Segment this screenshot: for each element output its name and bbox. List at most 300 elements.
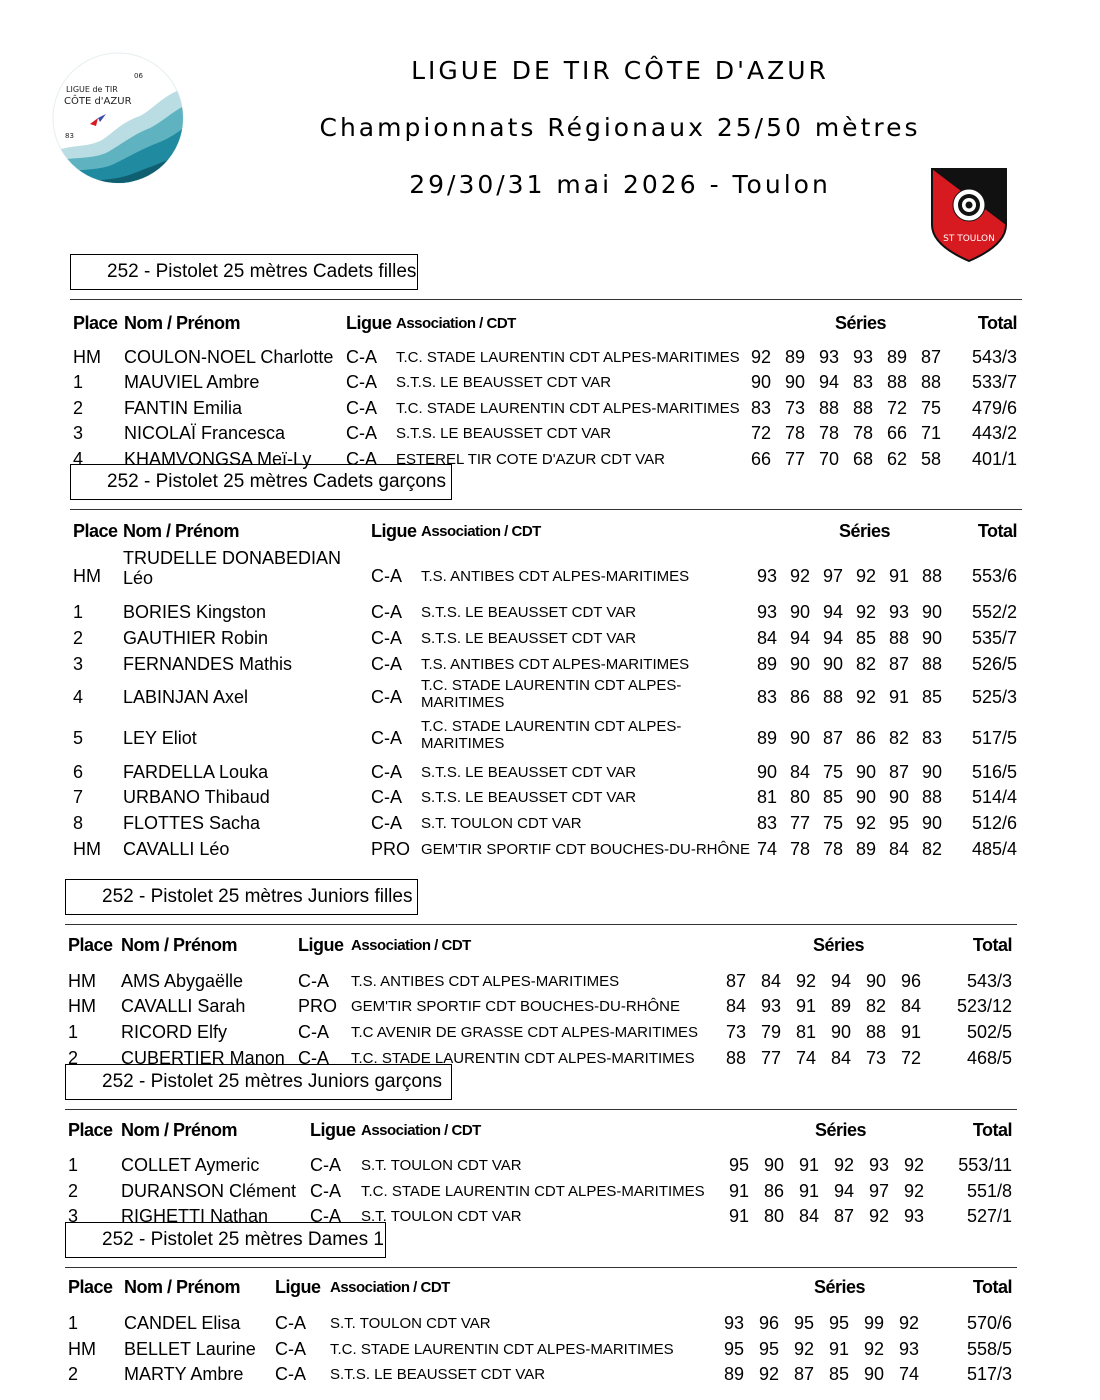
col-header-association: Association / CDT [421, 523, 541, 540]
series-score: 93 [903, 1206, 925, 1226]
series-score: 91 [888, 687, 910, 707]
result-row [0, 1022, 1100, 1046]
result-row [0, 1155, 1100, 1179]
series-score: 96 [900, 971, 922, 991]
col-header-place: Place [73, 313, 118, 333]
series-score: 87 [888, 762, 910, 782]
result-row [0, 628, 1100, 652]
series-score: 94 [833, 1181, 855, 1201]
athlete-name: NICOLAÏ Francesca [124, 423, 286, 443]
results-section [0, 879, 1100, 1068]
results-section [0, 1222, 1100, 1384]
col-header-ligue: Ligue [371, 521, 417, 541]
col-header-association: Association / CDT [396, 315, 516, 332]
association-cell: S.T.S. LE BEAUSSET CDT VAR [330, 1366, 546, 1383]
athlete-name: AMS Abygaëlle [121, 971, 244, 991]
place-cell: 2 [68, 1048, 79, 1068]
series-score: 84 [888, 839, 910, 859]
logo-text-1: LIGUE de TIR [66, 85, 118, 94]
ligue-cell: C-A [371, 566, 402, 586]
col-header-name: Nom / Prénom [121, 935, 238, 955]
series-score: 78 [852, 423, 874, 443]
series-score: 58 [920, 449, 942, 469]
place-cell: 2 [73, 628, 84, 648]
col-header-place: Place [68, 935, 113, 955]
series-score: 86 [855, 728, 877, 748]
total-score: 502/5 [966, 1022, 1012, 1042]
association-cell: GEM'TIR SPORTIF CDT BOUCHES-DU-RHÔNE [421, 841, 750, 858]
athlete-name: GAUTHIER Robin [123, 628, 269, 648]
series-score: 91 [900, 1022, 922, 1042]
series-score: 66 [886, 423, 908, 443]
series-score: 83 [756, 813, 778, 833]
result-row [0, 1313, 1100, 1337]
ligue-cell: C-A [371, 787, 402, 807]
series-score: 83 [750, 398, 772, 418]
series-score: 88 [888, 628, 910, 648]
series-score: 97 [868, 1181, 890, 1201]
series-score: 78 [789, 839, 811, 859]
result-row [0, 602, 1100, 626]
result-row [0, 677, 1100, 711]
series-score: 92 [855, 602, 877, 622]
series-score: 83 [756, 687, 778, 707]
athlete-name: LABINJAN Axel [123, 687, 249, 707]
series-score: 92 [855, 687, 877, 707]
total-score: 570/6 [966, 1313, 1012, 1333]
col-header-total: Total [972, 1277, 1012, 1297]
section-divider [70, 509, 1022, 510]
place-cell: 8 [73, 813, 84, 833]
series-score: 88 [822, 687, 844, 707]
series-score: 94 [830, 971, 852, 991]
series-score: 73 [865, 1048, 887, 1068]
series-score: 96 [758, 1313, 780, 1333]
total-score: 558/5 [966, 1339, 1012, 1359]
series-score: 92 [789, 566, 811, 586]
series-score: 91 [798, 1181, 820, 1201]
athlete-name: FANTIN Emilia [124, 398, 243, 418]
result-row [0, 398, 1100, 422]
athlete-name: URBANO Thibaud [123, 787, 270, 807]
total-score: 401/1 [971, 449, 1017, 469]
series-score: 83 [852, 372, 874, 392]
place-cell: 7 [73, 787, 84, 807]
series-score: 68 [852, 449, 874, 469]
series-score: 95 [793, 1313, 815, 1333]
series-score: 84 [900, 996, 922, 1016]
series-score: 90 [888, 787, 910, 807]
col-header-association: Association / CDT [330, 1279, 450, 1296]
athlete-name: MAUVIEL Ambre [124, 372, 260, 392]
athlete-name: TRUDELLE DONABEDIAN Léo [123, 548, 342, 588]
series-score: 89 [723, 1364, 745, 1384]
series-score: 92 [863, 1339, 885, 1359]
series-score: 90 [865, 971, 887, 991]
col-header-name: Nom / Prénom [124, 1277, 241, 1297]
total-score: 523/12 [956, 996, 1012, 1016]
series-score: 93 [760, 996, 782, 1016]
series-score: 88 [921, 787, 943, 807]
total-score: 525/3 [971, 687, 1017, 707]
series-score: 95 [728, 1155, 750, 1175]
col-header-place: Place [68, 1277, 113, 1297]
series-score: 92 [793, 1339, 815, 1359]
col-header-place: Place [68, 1120, 113, 1140]
series-score: 88 [852, 398, 874, 418]
association-cell: S.T. TOULON CDT VAR [361, 1208, 522, 1225]
series-score: 92 [903, 1181, 925, 1201]
ligue-cell: C-A [371, 728, 402, 748]
series-score: 93 [723, 1313, 745, 1333]
result-row [0, 1181, 1100, 1205]
place-cell: 4 [73, 687, 84, 707]
section-title: 252 - Pistolet 25 mètres Cadets filles [70, 254, 418, 290]
place-cell: 2 [68, 1364, 79, 1384]
series-score: 66 [750, 449, 772, 469]
association-cell: T.C. STADE LAURENTIN CDT ALPES-MARITIMES [396, 349, 740, 366]
total-score: 517/5 [971, 728, 1017, 748]
section-title: 252 - Pistolet 25 mètres Dames 1 [65, 1222, 386, 1258]
series-score: 94 [818, 372, 840, 392]
series-score: 90 [921, 813, 943, 833]
total-score: 553/6 [971, 566, 1017, 586]
series-score: 62 [886, 449, 908, 469]
col-header-series: Séries [835, 313, 887, 333]
ligue-cell: C-A [371, 813, 402, 833]
section-title: 252 - Pistolet 25 mètres Cadets garçons [70, 464, 452, 500]
col-header-total: Total [977, 521, 1017, 541]
section-divider [65, 924, 1017, 925]
series-score: 93 [888, 602, 910, 622]
section-title: 252 - Pistolet 25 mètres Juniors garçons [65, 1064, 452, 1100]
series-score: 90 [750, 372, 772, 392]
place-cell: HM [73, 839, 101, 859]
series-score: 95 [888, 813, 910, 833]
series-score: 74 [898, 1364, 920, 1384]
association-cell: T.C. STADE LAURENTIN CDT ALPES-MARITIMES [361, 1183, 705, 1200]
place-cell: 2 [73, 398, 84, 418]
series-score: 90 [789, 654, 811, 674]
place-cell: 3 [73, 654, 84, 674]
athlete-name: COLLET Aymeric [121, 1155, 260, 1175]
series-score: 92 [903, 1155, 925, 1175]
championship-title: Championnats Régionaux 25/50 mètres [319, 113, 921, 142]
series-score: 84 [725, 996, 747, 1016]
series-score: 94 [789, 628, 811, 648]
ligue-cell: C-A [298, 971, 329, 991]
ligue-cell: C-A [346, 347, 377, 367]
ligue-cell: C-A [371, 602, 402, 622]
series-score: 92 [868, 1206, 890, 1226]
series-score: 90 [921, 762, 943, 782]
association-cell: T.C. STADE LAURENTIN CDT ALPES-MARITIMES [396, 400, 740, 417]
series-score: 94 [822, 628, 844, 648]
athlete-name: FERNANDES Mathis [123, 654, 293, 674]
document-header [0, 0, 1100, 270]
place-cell: 3 [73, 423, 84, 443]
section-divider [65, 1109, 1017, 1110]
association-cell: ESTEREL TIR COTE D'AZUR CDT VAR [396, 451, 666, 468]
athlete-name: LEY Eliot [123, 728, 197, 748]
col-header-place: Place [73, 521, 118, 541]
series-score: 88 [921, 654, 943, 674]
col-header-association: Association / CDT [361, 1122, 481, 1139]
place-cell: 1 [73, 372, 84, 392]
association-cell: S.T.S. LE BEAUSSET CDT VAR [421, 764, 637, 781]
series-score: 88 [818, 398, 840, 418]
place-cell: 3 [68, 1206, 79, 1226]
total-score: 514/4 [971, 787, 1017, 807]
series-score: 91 [798, 1155, 820, 1175]
series-score: 90 [830, 1022, 852, 1042]
col-header-ligue: Ligue [310, 1120, 356, 1140]
series-score: 74 [795, 1048, 817, 1068]
logo-num-1: 06 [134, 72, 143, 80]
series-score: 95 [758, 1339, 780, 1359]
place-cell: 2 [68, 1181, 79, 1201]
series-score: 91 [828, 1339, 850, 1359]
series-score: 77 [760, 1048, 782, 1068]
athlete-name: RICORD Elfy [121, 1022, 228, 1042]
place-cell: HM [68, 971, 96, 991]
series-score: 91 [728, 1181, 750, 1201]
athlete-name: BORIES Kingston [123, 602, 267, 622]
result-row [0, 372, 1100, 396]
col-header-total: Total [972, 935, 1012, 955]
ligue-cell: C-A [346, 372, 377, 392]
series-score: 83 [921, 728, 943, 748]
result-row [0, 787, 1100, 811]
series-score: 73 [784, 398, 806, 418]
ligue-cell: PRO [298, 996, 338, 1016]
series-score: 88 [921, 566, 943, 586]
series-score: 86 [789, 687, 811, 707]
series-score: 92 [833, 1155, 855, 1175]
col-header-total: Total [977, 313, 1017, 333]
results-section [0, 464, 1100, 859]
series-score: 80 [789, 787, 811, 807]
series-score: 78 [784, 423, 806, 443]
association-cell: GEM'TIR SPORTIF CDT BOUCHES-DU-RHÔNE [351, 998, 680, 1015]
athlete-name: CUBERTIER Manon [121, 1048, 285, 1068]
series-score: 93 [898, 1339, 920, 1359]
series-score: 99 [863, 1313, 885, 1333]
place-cell: HM [73, 347, 101, 367]
association-cell: T.S. ANTIBES CDT ALPES-MARITIMES [351, 973, 620, 990]
total-score: 443/2 [971, 423, 1017, 443]
total-score: 535/7 [971, 628, 1017, 648]
series-score: 90 [855, 762, 877, 782]
series-score: 90 [855, 787, 877, 807]
results-section [0, 1064, 1100, 1226]
ligue-cell: C-A [371, 687, 402, 707]
association-cell: T.C. STADE LAURENTIN CDT ALPES-MARITIMES [421, 677, 682, 711]
association-cell: S.T. TOULON CDT VAR [361, 1157, 522, 1174]
series-score: 91 [888, 566, 910, 586]
series-score: 86 [763, 1181, 785, 1201]
col-header-series: Séries [813, 935, 865, 955]
total-score: 552/2 [971, 602, 1017, 622]
ligue-cell: C-A [371, 628, 402, 648]
ligue-cell: C-A [346, 449, 377, 469]
series-score: 85 [828, 1364, 850, 1384]
place-cell: 6 [73, 762, 84, 782]
series-score: 79 [760, 1022, 782, 1042]
series-score: 93 [756, 566, 778, 586]
athlete-name: KHAMVONGSA Meï-Ly [124, 449, 312, 469]
place-cell: 1 [68, 1313, 79, 1333]
total-score: 527/1 [966, 1206, 1012, 1226]
series-score: 87 [888, 654, 910, 674]
series-score: 88 [920, 372, 942, 392]
total-score: 526/5 [971, 654, 1017, 674]
result-row [0, 347, 1100, 371]
series-score: 77 [789, 813, 811, 833]
result-row [0, 839, 1100, 863]
logo-num-2: 83 [65, 132, 74, 140]
series-score: 93 [756, 602, 778, 622]
col-header-name: Nom / Prénom [121, 1120, 238, 1140]
series-score: 90 [784, 372, 806, 392]
results-section [0, 254, 1100, 469]
series-score: 90 [756, 762, 778, 782]
athlete-name: FLOTTES Sacha [123, 813, 261, 833]
athlete-name: DURANSON Clément [121, 1181, 297, 1201]
place-cell: HM [68, 996, 96, 1016]
series-score: 82 [921, 839, 943, 859]
ligue-cell: C-A [310, 1206, 341, 1226]
ligue-cell: C-A [310, 1181, 341, 1201]
total-score: 553/11 [958, 1155, 1012, 1175]
total-score: 479/6 [971, 398, 1017, 418]
series-score: 90 [863, 1364, 885, 1384]
place-cell: 1 [73, 602, 84, 622]
series-score: 92 [855, 566, 877, 586]
series-score: 89 [756, 728, 778, 748]
total-score: 543/3 [971, 347, 1017, 367]
association-cell: T.C AVENIR DE GRASSE CDT ALPES-MARITIMES [351, 1024, 699, 1041]
association-cell: S.T. TOULON CDT VAR [421, 815, 582, 832]
col-header-ligue: Ligue [298, 935, 344, 955]
association-cell: T.C. STADE LAURENTIN CDT ALPES-MARITIMES [351, 1050, 695, 1067]
series-score: 78 [818, 423, 840, 443]
association-cell: T.S. ANTIBES CDT ALPES-MARITIMES [421, 568, 690, 585]
logo-text-2: CÔTE d'AZUR [64, 96, 132, 107]
series-score: 70 [818, 449, 840, 469]
total-score: 533/7 [971, 372, 1017, 392]
athlete-name: BELLET Laurine [124, 1339, 256, 1359]
series-score: 74 [756, 839, 778, 859]
series-score: 71 [920, 423, 942, 443]
series-score: 87 [793, 1364, 815, 1384]
ligue-cell: C-A [310, 1155, 341, 1175]
result-row [0, 1339, 1100, 1363]
col-header-name: Nom / Prénom [123, 521, 240, 541]
athlete-name: CAVALLI Sarah [121, 996, 246, 1016]
ligue-cell: C-A [298, 1048, 329, 1068]
result-row [0, 423, 1100, 447]
athlete-name: CAVALLI Léo [123, 839, 230, 859]
section-divider [70, 299, 1022, 300]
athlete-name: CANDEL Elisa [124, 1313, 241, 1333]
association-cell: S.T.S. LE BEAUSSET CDT VAR [421, 604, 637, 621]
series-score: 92 [898, 1313, 920, 1333]
association-cell: T.S. ANTIBES CDT ALPES-MARITIMES [421, 656, 690, 673]
series-score: 89 [784, 347, 806, 367]
result-row [0, 1364, 1100, 1388]
series-score: 84 [789, 762, 811, 782]
series-score: 88 [865, 1022, 887, 1042]
association-cell: T.C. STADE LAURENTIN CDT ALPES-MARITIMES [421, 718, 682, 752]
series-score: 91 [795, 996, 817, 1016]
st-toulon-shield-logo [928, 165, 1010, 263]
result-row [0, 548, 1100, 590]
series-score: 89 [855, 839, 877, 859]
association-cell: S.T.S. LE BEAUSSET CDT VAR [396, 425, 612, 442]
athlete-name: MARTY Ambre [124, 1364, 244, 1384]
series-score: 87 [725, 971, 747, 991]
athlete-name: COULON-NOEL Charlotte [124, 347, 334, 367]
result-row [0, 813, 1100, 837]
ligue-cell: C-A [275, 1364, 306, 1384]
series-score: 82 [888, 728, 910, 748]
result-row [0, 718, 1100, 752]
series-score: 87 [822, 728, 844, 748]
total-score: 485/4 [971, 839, 1017, 859]
ligue-cell: C-A [346, 423, 377, 443]
date-location: 29/30/31 mai 2026 - Toulon [409, 170, 831, 199]
total-score: 512/6 [971, 813, 1017, 833]
series-score: 77 [784, 449, 806, 469]
series-score: 89 [886, 347, 908, 367]
series-score: 88 [725, 1048, 747, 1068]
total-score: 551/8 [966, 1181, 1012, 1201]
series-score: 87 [920, 347, 942, 367]
total-score: 517/3 [966, 1364, 1012, 1384]
series-score: 75 [822, 813, 844, 833]
series-score: 84 [760, 971, 782, 991]
ligue-cell: C-A [371, 762, 402, 782]
series-score: 82 [855, 654, 877, 674]
total-score: 516/5 [971, 762, 1017, 782]
col-header-series: Séries [839, 521, 891, 541]
series-score: 75 [822, 762, 844, 782]
total-score: 468/5 [966, 1048, 1012, 1068]
series-score: 93 [868, 1155, 890, 1175]
series-score: 85 [822, 787, 844, 807]
series-score: 85 [855, 628, 877, 648]
series-score: 73 [725, 1022, 747, 1042]
place-cell: 5 [73, 728, 84, 748]
col-header-series: Séries [814, 1277, 866, 1297]
col-header-association: Association / CDT [351, 937, 471, 954]
series-score: 85 [921, 687, 943, 707]
result-row [0, 762, 1100, 786]
series-score: 78 [822, 839, 844, 859]
series-score: 97 [822, 566, 844, 586]
series-score: 72 [900, 1048, 922, 1068]
association-cell: S.T.S. LE BEAUSSET CDT VAR [396, 374, 612, 391]
series-score: 84 [798, 1206, 820, 1226]
result-row [0, 654, 1100, 678]
series-score: 93 [852, 347, 874, 367]
place-cell: 1 [68, 1155, 79, 1175]
ligue-cell: C-A [346, 398, 377, 418]
series-score: 89 [830, 996, 852, 1016]
series-score: 93 [818, 347, 840, 367]
series-score: 80 [763, 1206, 785, 1226]
